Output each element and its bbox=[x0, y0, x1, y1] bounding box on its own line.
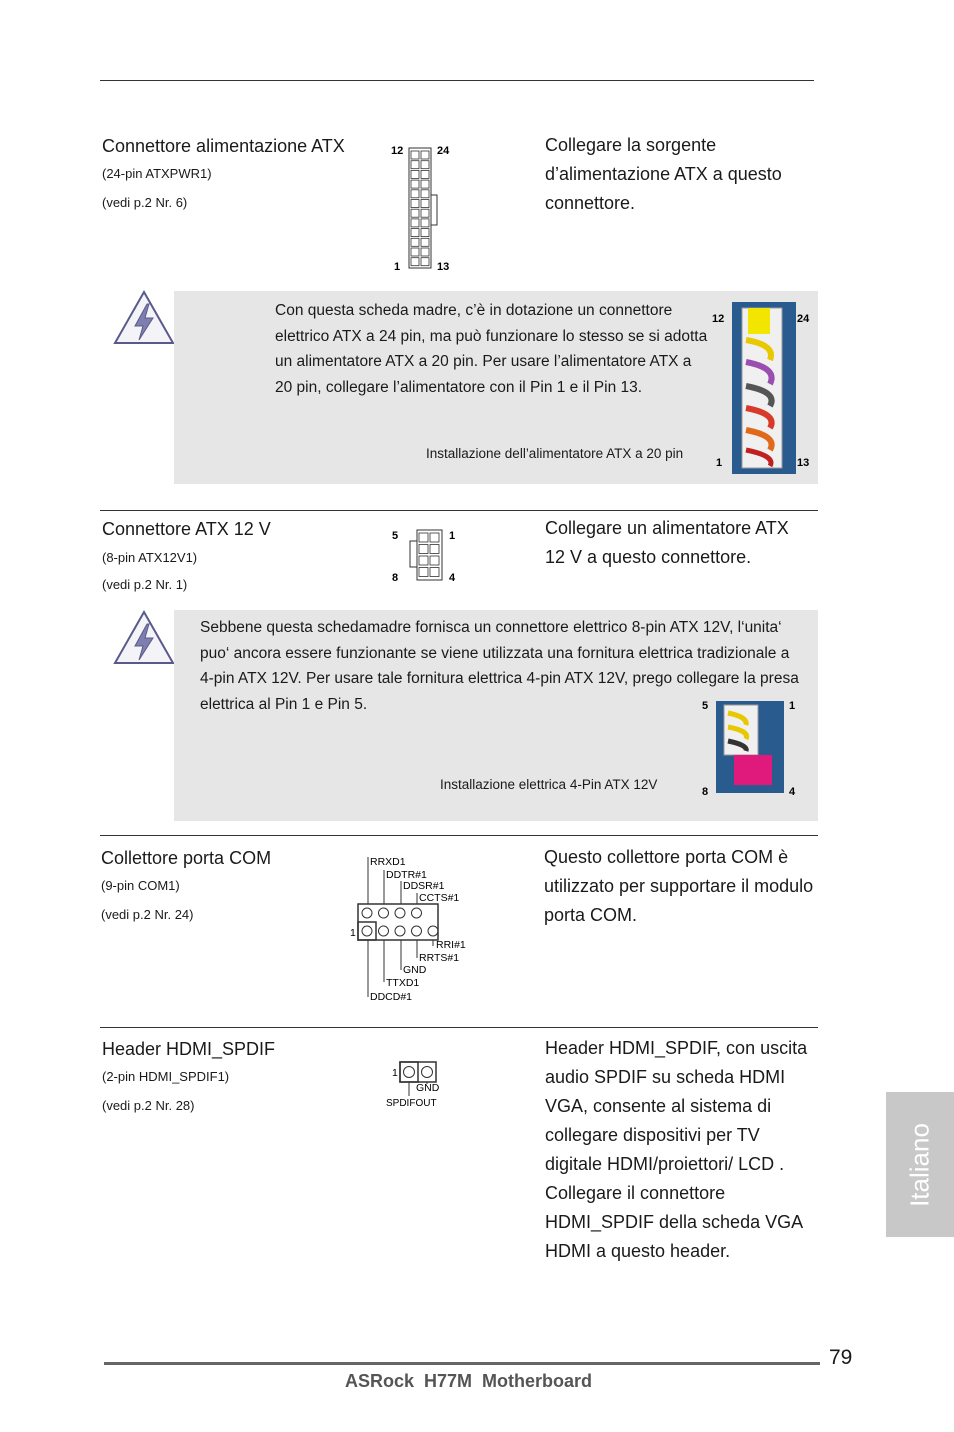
hdmi-spdif-title: Header HDMI_SPDIF bbox=[102, 1039, 276, 1059]
photo-pin-label-12: 12 bbox=[712, 313, 725, 325]
photo-pin-label-24: 24 bbox=[797, 313, 810, 325]
atx20-install-photo bbox=[708, 300, 816, 478]
atx24-pin bbox=[421, 238, 429, 246]
atx12v-note-caption: Installazione elettrica 4-Pin ATX 12V bbox=[440, 777, 658, 792]
atx12v-description: Collegare un alimentatore ATX 12 V a questo connettore. bbox=[545, 518, 789, 567]
com-ref: (vedi p.2 Nr. 24) bbox=[101, 907, 194, 922]
atx24-pin bbox=[411, 219, 419, 227]
atx12v-title: Connettore ATX 12 V bbox=[102, 519, 271, 539]
pin-label-5: 5 bbox=[392, 530, 399, 542]
com-pin bbox=[379, 926, 389, 936]
com-label-ccts1: CCTS#1 bbox=[419, 892, 460, 904]
com-pin bbox=[379, 908, 389, 918]
atx-power-note-caption: Installazione dell’alimentatore ATX a 20 pin bbox=[426, 446, 684, 461]
footer-rule bbox=[104, 1362, 820, 1365]
photo-pin-label-5: 5 bbox=[702, 700, 709, 712]
com-label-ddcd1: DDCD#1 bbox=[370, 991, 413, 1003]
atx12v-install-photo bbox=[698, 695, 808, 801]
section-rule bbox=[100, 1027, 818, 1028]
com-pin bbox=[362, 926, 372, 936]
photo-pin-label-13: 13 bbox=[797, 457, 810, 469]
atx12v-pin-info: (8-pin ATX12V1) bbox=[102, 550, 198, 565]
atx-power-title: Connettore alimentazione ATX bbox=[102, 136, 345, 156]
atx-power-note-text: Con questa scheda madre, c’è in dotazione un connettore elettrico ATX a 24 pin, ma può funzionare lo stesso se si adotta un alimentatore ATX a 20 pin. Per usare l’alimentatore ATX a 20 pin, collegare l’alimentatore con il Pin 1 e il Pin 13. bbox=[275, 302, 708, 396]
com-header-diagram bbox=[346, 852, 476, 1004]
pin-label-24: 24 bbox=[437, 145, 450, 157]
atx24-pin bbox=[421, 200, 429, 208]
atx8-pin bbox=[419, 568, 428, 577]
atx24-pin bbox=[411, 190, 419, 198]
atx12v-ref: (vedi p.2 Nr. 1) bbox=[102, 577, 188, 592]
atx24-pin bbox=[421, 248, 429, 256]
atx24-pin bbox=[421, 229, 429, 237]
warning-icon bbox=[113, 290, 175, 346]
com-label-rrxd1: RRXD1 bbox=[370, 856, 406, 868]
section-rule bbox=[100, 835, 818, 836]
pin-label-8: 8 bbox=[392, 572, 399, 584]
com-pin-one-label: 1 bbox=[350, 927, 356, 939]
com-label-ddtr1: DDTR#1 bbox=[386, 869, 427, 881]
atx8-pin bbox=[419, 533, 428, 542]
atx24-pin bbox=[411, 238, 419, 246]
atx24-pin bbox=[411, 180, 419, 188]
page-number: 79 bbox=[829, 1346, 853, 1369]
atx8-pin bbox=[430, 556, 439, 565]
pin-label-1: 1 bbox=[449, 530, 456, 542]
com-pin-info: (9-pin COM1) bbox=[101, 878, 180, 893]
spdif-label-gnd: GND bbox=[416, 1082, 440, 1094]
atx24-pin bbox=[411, 209, 419, 217]
pin-label-13: 13 bbox=[437, 261, 450, 273]
atx8-pin bbox=[419, 556, 428, 565]
atx24-pin bbox=[411, 229, 419, 237]
atx-power-pin-info: (24-pin ATXPWR1) bbox=[102, 166, 212, 181]
atx24-connector-diagram bbox=[388, 140, 458, 275]
hdmi-spdif-header-diagram bbox=[384, 1058, 454, 1110]
com-label-gnd: GND bbox=[403, 964, 427, 976]
atx8-pin bbox=[430, 568, 439, 577]
com-label-rrts1: RRTS#1 bbox=[419, 952, 460, 964]
language-side-tab-label: Italiano bbox=[904, 1122, 935, 1207]
atx8-pin bbox=[430, 545, 439, 554]
com-title: Collettore porta COM bbox=[101, 848, 272, 868]
com-pin bbox=[412, 926, 422, 936]
atx8-pin bbox=[430, 533, 439, 542]
atx24-pin bbox=[421, 180, 429, 188]
com-pin bbox=[395, 908, 405, 918]
section-rule bbox=[100, 510, 818, 511]
hdmi-spdif-ref: (vedi p.2 Nr. 28) bbox=[102, 1098, 195, 1113]
photo-pin-label-4: 4 bbox=[789, 786, 796, 798]
spdif-label-spdifout: SPDIFOUT bbox=[386, 1098, 437, 1109]
com-pin bbox=[395, 926, 405, 936]
top-rule bbox=[100, 80, 814, 81]
pin-label-1: 1 bbox=[394, 261, 401, 273]
atx24-pin bbox=[411, 200, 419, 208]
atx24-pin bbox=[411, 258, 419, 266]
atx24-pin bbox=[421, 151, 429, 159]
atx-power-description: Collegare la sorgente d’alimentazione ATX a questo connettore. bbox=[545, 135, 782, 213]
atx24-pin bbox=[411, 151, 419, 159]
pin-label-12: 12 bbox=[391, 145, 404, 157]
footer-product-name: ASRock H77M Motherboard bbox=[345, 1371, 593, 1391]
atx12v-connector-diagram bbox=[388, 525, 460, 587]
language-side-tab bbox=[886, 1092, 954, 1237]
warning-icon bbox=[113, 610, 175, 666]
atx-power-ref: (vedi p.2 Nr. 6) bbox=[102, 195, 188, 210]
atx8-pin bbox=[419, 545, 428, 554]
atx24-pin bbox=[421, 258, 429, 266]
photo-pin-label-8: 8 bbox=[702, 786, 709, 798]
com-pin bbox=[428, 926, 438, 936]
com-pin bbox=[362, 908, 372, 918]
atx24-pin bbox=[421, 209, 429, 217]
atx12v-note-text: Sebbene questa schedamadre fornisca un connettore elettrico 8-pin ATX 12V, l‘unita‘ puo‘ ancora essere funzionante se viene utilizzata una fornitura elettrica tradizionale a 4-pin ATX 12V. Per usare tale fornitura elettrica 4-pin ATX 12V, prego collegare la presa elettrica al Pin 1 e Pin 5. bbox=[200, 619, 799, 713]
com-pin bbox=[412, 908, 422, 918]
com-description: Questo collettore porta COM è utilizzato per supportare il modulo porta COM. bbox=[544, 847, 814, 925]
atx24-pin bbox=[421, 219, 429, 227]
photo-pin-label-1: 1 bbox=[789, 700, 796, 712]
spdif-pin-one-label: 1 bbox=[392, 1067, 398, 1079]
com-label-ddsr1: DDSR#1 bbox=[403, 880, 445, 892]
com-label-ttxd1: TTXD1 bbox=[386, 977, 420, 989]
hdmi-spdif-description: Header HDMI_SPDIF, con uscita audio SPDIF su scheda HDMI VGA, consente al sistema di collegare dispositivi per TV digitale HDMI/proiettori/ LCD . Collegare il connettore HDMI_SPDIF della scheda VGA HDMI a questo header. bbox=[545, 1038, 808, 1261]
pin-label-4: 4 bbox=[449, 572, 456, 584]
atx24-pin bbox=[421, 161, 429, 169]
atx24-pin bbox=[421, 170, 429, 178]
atx24-pin bbox=[411, 170, 419, 178]
atx24-pin bbox=[421, 190, 429, 198]
atx24-pin bbox=[411, 161, 419, 169]
com-label-rri1: RRI#1 bbox=[436, 939, 466, 951]
hdmi-spdif-pin-info: (2-pin HDMI_SPDIF1) bbox=[102, 1069, 230, 1084]
photo-pin-label-1: 1 bbox=[716, 457, 723, 469]
atx24-pin bbox=[411, 248, 419, 256]
